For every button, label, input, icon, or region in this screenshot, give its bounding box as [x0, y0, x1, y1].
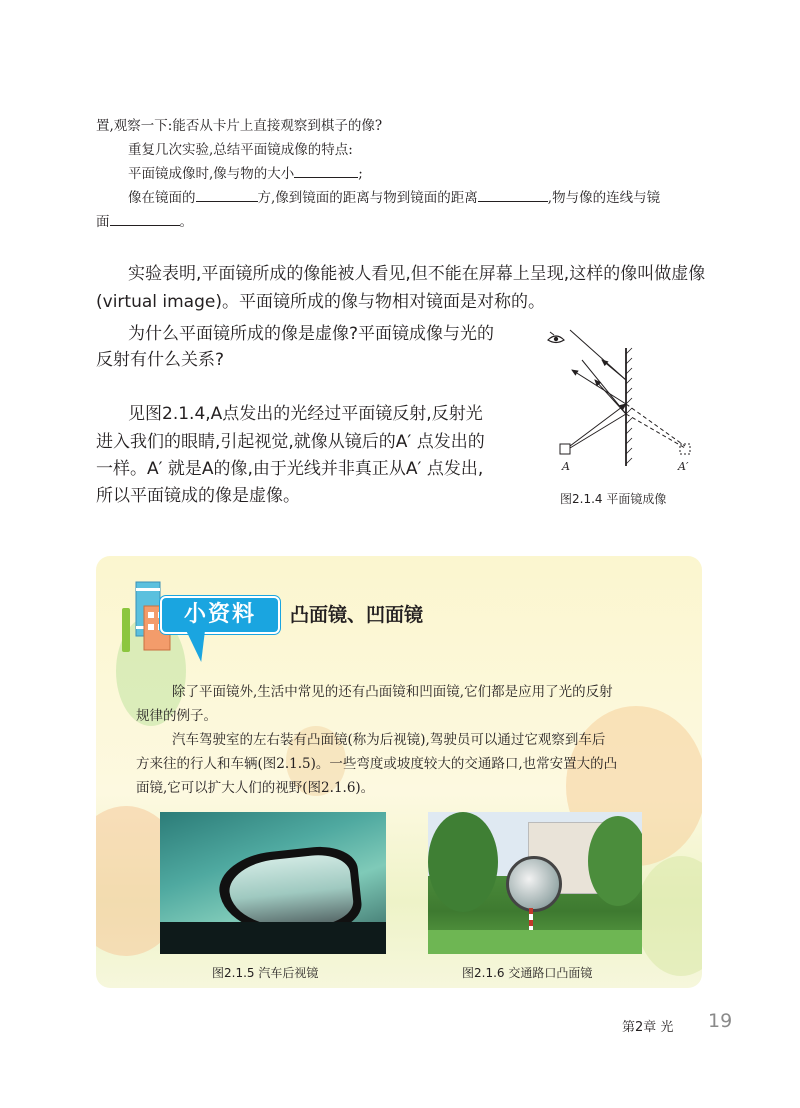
page-number: 19 [708, 1010, 733, 1032]
info-paragraph-2b: 方来往的行人和车辆(图2.1.5)。一些弯度或坡度较大的交通路口,也常安置大的凸 [136, 756, 618, 772]
figure-2-1-5-caption: 图2.1.5 汽车后视镜 [212, 966, 319, 980]
blank-side [196, 187, 258, 202]
reflected-ray-2-arrow [595, 380, 626, 414]
blank-distance [478, 187, 548, 202]
paragraph-3b: 进入我们的眼睛,引起视觉,就像从镜后的A′ 点发出的 [96, 432, 485, 452]
text-line-3 [128, 162, 363, 186]
virtual-extensions [626, 404, 685, 448]
text-line-3a: 平面镜成像时,像与物的大小 [128, 166, 295, 182]
footer-chapter: 第2章 光 [622, 1020, 674, 1035]
label-a-prime: A′ [678, 460, 689, 473]
info-paragraph-2c: 面镜,它可以扩大人们的视野(图2.1.6)。 [136, 780, 375, 796]
paragraph-3c: 一样。A′ 就是A的像,由于光线并非真正从A′ 点发出, [96, 459, 484, 479]
info-title: 凸面镜、凹面镜 [290, 604, 424, 626]
incoming-ray-3 [570, 330, 626, 380]
info-paragraph-2a: 汽车驾驶室的左右装有凸面镜(称为后视镜),驾驶员可以通过它观察到车后 [172, 732, 606, 748]
paragraph-1b: (virtual image)。平面镜所成的像与物相对镜面是对称的。 [96, 292, 545, 312]
info-paragraph-1a: 除了平面镜外,生活中常见的还有凸面镜和凹面镜,它们都是应用了光的反射 [172, 684, 613, 700]
paragraph-2a: 为什么平面镜所成的像是虚像?平面镜成像与光的 [128, 324, 495, 344]
text-line-4 [128, 186, 660, 210]
blank-size [294, 163, 358, 178]
traffic-convex-mirror-photo [428, 812, 642, 954]
text-line-5b: 。 [179, 214, 193, 230]
incident-ray-2 [570, 414, 626, 448]
blank-line [110, 211, 180, 226]
object-a [560, 444, 570, 454]
incident-ray-1 [570, 404, 626, 446]
eye-icon [548, 332, 564, 343]
reflected-ray-2 [582, 360, 626, 414]
paragraph-3a: 见图2.1.4,A点发出的光经过平面镜反射,反射光 [128, 404, 483, 424]
text-line-5a: 面 [96, 214, 110, 230]
reflected-ray-1 [572, 370, 626, 404]
figure-2-1-6-caption: 图2.1.6 交通路口凸面镜 [462, 966, 593, 980]
label-a: A [562, 460, 570, 473]
text-line-4b: 方,像到镜面的距离与物到镜面的距离 [257, 190, 478, 206]
text-line-2: 重复几次实验,总结平面镜成像的特点: [128, 142, 353, 158]
text-line-4a: 像在镜面的 [128, 190, 196, 206]
rear-view-mirror-photo [160, 812, 386, 954]
text-line-4c: ,物与像的连线与镜 [547, 190, 661, 206]
text-line-5 [96, 210, 193, 234]
paragraph-3d: 所以平面镜成的像是虚像。 [96, 486, 300, 506]
info-banner: 小资料 [162, 598, 278, 632]
text-line-1: 置,观察一下:能否从卡片上直接观察到棋子的像? [96, 118, 383, 134]
text-line-3b: ; [358, 166, 363, 182]
figure-2-1-4-caption: 图2.1.4 平面镜成像 [560, 492, 667, 506]
background-tree [636, 856, 702, 976]
paragraph-2b: 反射有什么关系? [96, 350, 225, 370]
info-paragraph-1b: 规律的例子。 [136, 708, 217, 724]
plane-mirror-diagram [540, 320, 710, 490]
paragraph-1a: 实验表明,平面镜所成的像能被人看见,但不能在屏幕上呈现,这样的像叫做虚像 [128, 264, 706, 284]
